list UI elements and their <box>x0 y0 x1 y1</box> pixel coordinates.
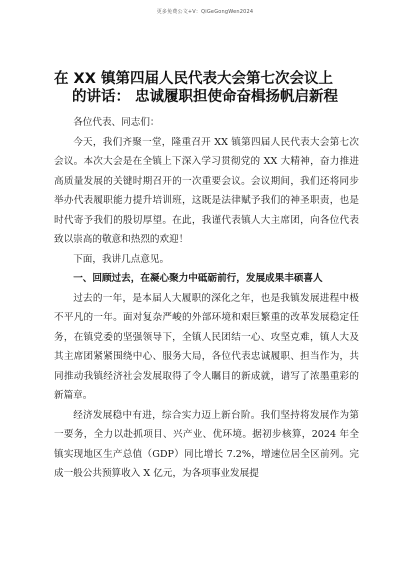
review-paragraph: 过去的一年，是本届人大履职的深化之年，也是我镇发展进程中极不平凡的一年。面对复杂严峻的外部环境和艰巨繁重的改革发展稳定任务，在镇党委的坚强领导下，全镇人民团结一心、攻坚克难，镇人大及其主席团紧紧围绕中心、服务大局，各位代表忠诚履职、担当作为，共同推动我镇经济社会发展取得了令人瞩目的新成就，谱写了浓墨重彩的新篇章。 <box>54 292 359 401</box>
document-title <box>54 70 384 106</box>
transition-paragraph: 下面，我讲几点意见。 <box>73 253 170 265</box>
economy-paragraph: 经济发展稳中有进，综合实力迈上新台阶。我们坚持将发展作为第一要务，全力以赴抓项目、兴产业、优环境。据初步核算，2024 年全镇实现地区生产总值（GDP）同比增长 7.2%，增速位居全区前列。完成一般公共预算收入 X 亿元，为各项事业发展提 <box>54 409 359 479</box>
header-watermark: 更多免费公文+V：QiGeGongWen2024 <box>156 9 254 15</box>
title-line-2: 的讲话： 忠诚履职担使命奋楫扬帆启新程 <box>72 89 339 105</box>
salutation-paragraph: 各位代表、同志们： <box>73 117 160 128</box>
opening-paragraph: 今天，我们齐聚一堂，隆重召开 XX 镇第四届人民代表大会第七次会议。本次大会是在全镇上下深入学习贯彻党的 XX 大精神，奋力推进高质量发展的关键时期召开的一次重要会议。会议期间，我们还将同步举办代表履职能力提升培训班，这既是法律赋予我们的神圣职责，也是时代寄予我们的殷切厚望。在此，我谨代表镇人大主席团，向各位代表致以崇高的敬意和热烈的欢迎！ <box>54 136 359 245</box>
document-body <box>54 113 359 484</box>
title-line-1: 在 XX 镇第四届人民代表大会第七次会议上 <box>54 71 333 87</box>
section-heading-1: 一、回顾过去，在凝心聚力中砥砺前行，发展成果丰硕喜人 <box>73 273 323 284</box>
